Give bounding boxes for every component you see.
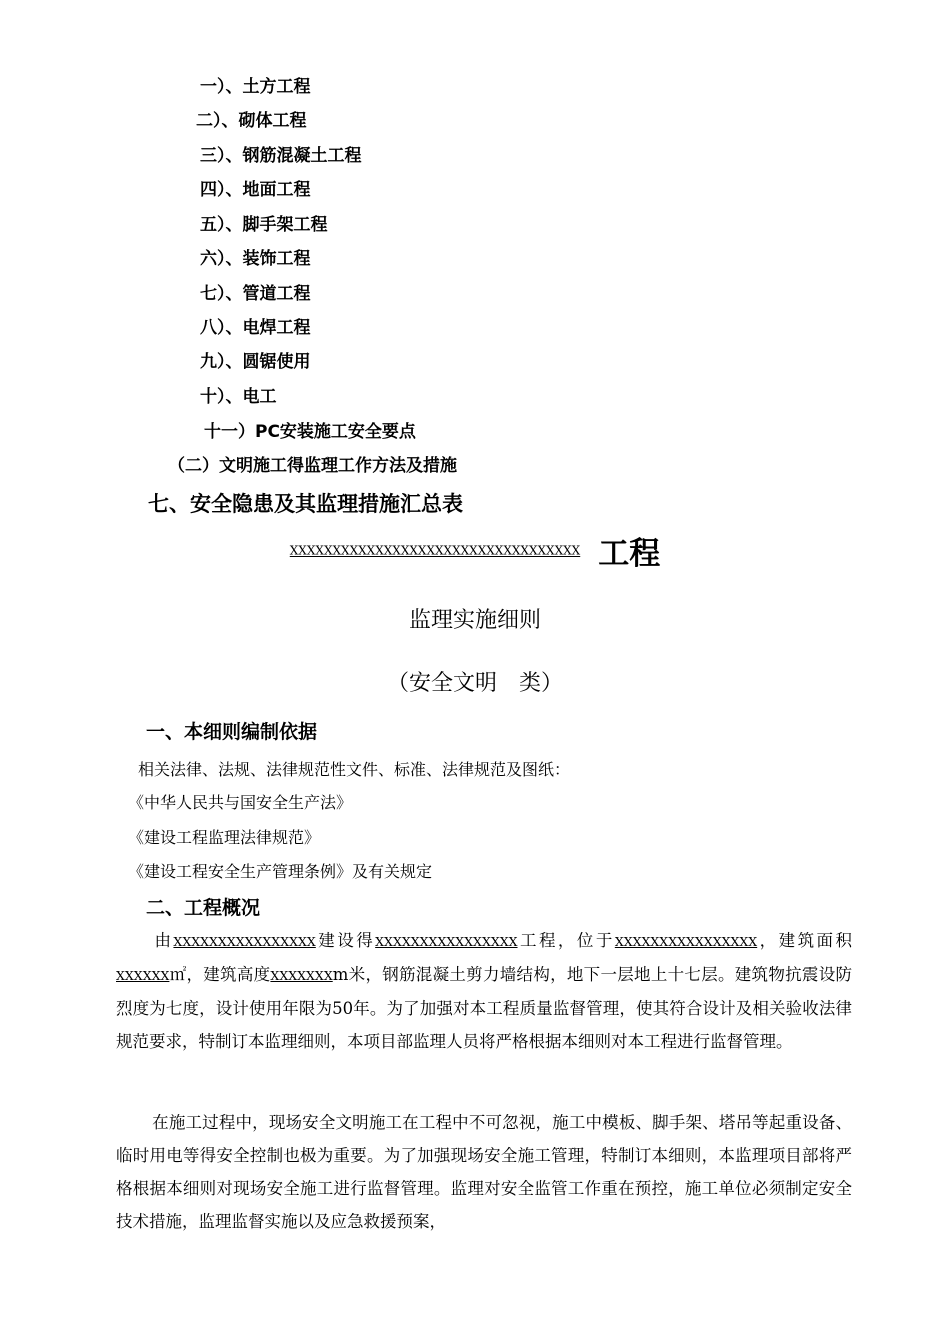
toc-item: 十）、电工 [200,387,277,407]
project-name-placeholder: XXXXXXXXXXXXXXXXXXXXXXXXXXXXXXXXXX [289,543,581,558]
toc-item: 三）、钢筋混凝土工程 [200,146,362,166]
section-heading-1: 一、本细则编制依据 [146,721,318,743]
toc-item: 一）、土方工程 [200,77,311,97]
toc-item: 五）、脚手架工程 [200,215,328,235]
project-title-suffix: 工程 [598,536,661,572]
location-placeholder: XXXXXXXXXXXXXXXX [614,934,758,949]
overview-paragraph: 由XXXXXXXXXXXXXXXX建设得XXXXXXXXXXXXXXXX工程，位于XXXXXXXXXXXXXXXX，建筑面积XXXXXX㎡，建筑高度XXXXXXXm米，钢筋混凝土剪力墙结构，地下一层地上十七层。建筑物抗震设防烈度为七度，设计使用年限为50年。为了加强对本工程质量监督管理，使其符合设计及相关验收法律规范要求，特制订本监理细则，本项目部监理人员将严格根据本细则对本工程进行监督管理。 [116,931,853,1051]
section-heading-7: 七、安全隐患及其监理措施汇总表 [148,492,463,516]
height-placeholder: XXXXXXX [270,968,333,983]
area-placeholder: XXXXXX [116,968,170,983]
toc-item: 九）、圆锯使用 [200,352,311,372]
toc-item: 六）、装饰工程 [200,249,311,269]
safety-paragraph: 在施工过程中，现场安全文明施工在工程中不可忽视，施工中模板、脚手架、塔吊等起重设备、临时用电等得安全控制也极为重要。为了加强现场安全施工管理，特制订本细则，本监理项目部将严格根据本细则对现场安全施工进行监督管理。监理对安全监管工作重在预控，施工单位必须制定安全技术措施，监理监督实施以及应急救援预案， [116,1113,852,1231]
basis-reference: 《建设工程监理法律规范》 [128,828,321,847]
toc-item: （二）文明施工得监理工作方法及措施 [168,456,457,476]
basis-intro: 相关法律、法规、法律规范性文件、标准、法律规范及图纸： [138,760,571,779]
project-title [0,528,950,576]
section-heading-2: 二、工程概况 [146,897,261,919]
toc-item: 四）、地面工程 [200,180,311,200]
toc-item: 八）、电焊工程 [200,318,311,338]
project-placeholder: XXXXXXXXXXXXXXXX [375,934,518,949]
toc-item: 七）、管道工程 [200,284,311,304]
builder-placeholder: XXXXXXXXXXXXXXXX [173,934,316,949]
toc-item: 二）、砌体工程 [196,111,307,131]
toc-item: 十一）PC安装施工安全要点 [204,422,416,442]
basis-reference: 《中华人民共与国安全生产法》 [128,793,353,812]
document-subtitle: 监理实施细则 [408,608,541,633]
document-category: （安全文明 类） [386,671,563,696]
basis-reference: 《建设工程安全生产管理条例》及有关规定 [128,862,433,881]
